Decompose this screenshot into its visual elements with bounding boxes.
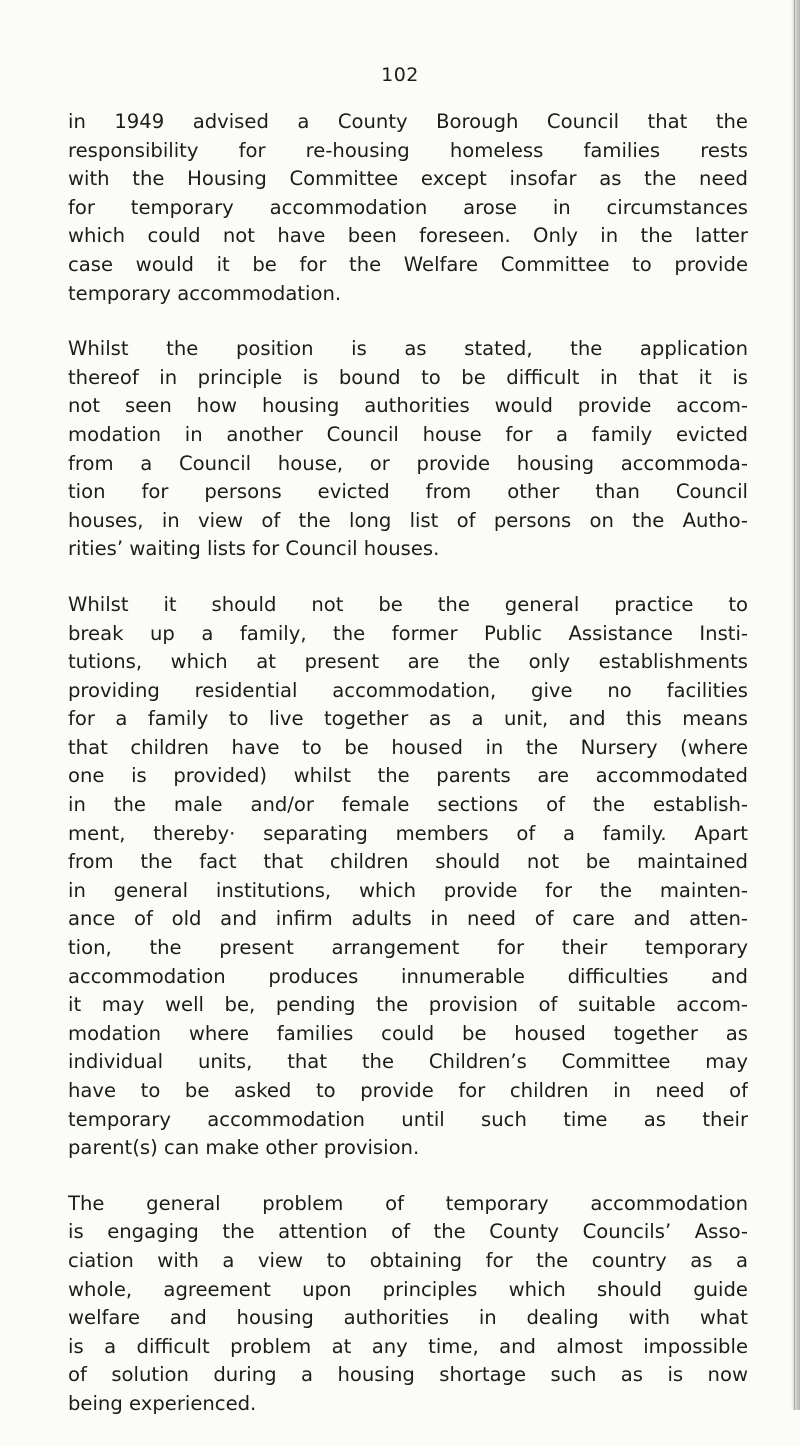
page-edge-shadow bbox=[791, 0, 800, 1410]
text-line: welfare and housing authorities in dealing with what bbox=[68, 1306, 748, 1330]
text-line: it may well be, pending the provision of suitable accom- bbox=[68, 993, 748, 1017]
page-edge-line bbox=[794, 0, 795, 1410]
text-line: for temporary accommodation arose in circumstances bbox=[68, 195, 748, 219]
text-line: tion for persons evicted from other than Council bbox=[68, 480, 748, 504]
text-line: providing residential accommodation, give no facilities bbox=[68, 678, 748, 702]
text-line: in 1949 advised a County Borough Council that the bbox=[68, 110, 748, 133]
text-line: case would it be for the Welfare Committee to provide bbox=[68, 252, 748, 276]
text-line: whole, agreement upon principles which should guide bbox=[68, 1277, 748, 1301]
page-number: 102 bbox=[381, 64, 419, 86]
text-line: is engaging the attention of the County Councils’ Asso- bbox=[68, 1220, 748, 1244]
text-line: temporary accommodation until such time as their bbox=[68, 1107, 748, 1131]
paragraph-application-difficulty bbox=[68, 335, 748, 564]
text-line: Whilst it should not be the general practice to bbox=[68, 592, 748, 616]
text-line: The general problem of temporary accommodation bbox=[68, 1191, 748, 1215]
text-line: modation where families could be housed together as bbox=[68, 1021, 748, 1045]
text-line: tion, the present arrangement for their temporary bbox=[68, 936, 748, 960]
body-text bbox=[68, 108, 748, 1446]
text-line: parent(s) can make other provision. bbox=[68, 1136, 420, 1160]
text-line: have to be asked to provide for children in need of bbox=[68, 1079, 748, 1102]
text-line: individual units, that the Children’s Committee may bbox=[68, 1050, 748, 1074]
text-line: from a Council house, or provide housing accommoda- bbox=[68, 451, 748, 475]
text-line: rities’ waiting lists for Council houses. bbox=[68, 537, 440, 561]
text-line: break up a family, the former Public Assistance Insti- bbox=[68, 621, 748, 645]
text-line: of solution during a housing shortage such as is now bbox=[68, 1363, 748, 1387]
paragraph-general-problem bbox=[68, 1190, 748, 1419]
text-line: with the Housing Committee except insofar as the need bbox=[68, 167, 748, 191]
text-line: being experienced. bbox=[68, 1391, 257, 1415]
text-line: thereof in principle is bound to be difficult in that it is bbox=[68, 365, 748, 389]
text-line: ciation with a view to obtaining for the country as a bbox=[68, 1248, 748, 1272]
text-line: which could not have been foreseen. Only in the latter bbox=[68, 224, 748, 248]
text-line: in the male and/or female sections of the establish- bbox=[68, 793, 748, 817]
paragraph-family-separation bbox=[68, 591, 748, 1163]
text-line: is a difficult problem at any time, and almost impossible bbox=[68, 1334, 748, 1358]
text-line: modation in another Council house for a family evicted bbox=[68, 422, 748, 446]
text-line: Whilst the position is as stated, the application bbox=[68, 337, 748, 361]
text-line: ment, thereby· separating members of a family. Apart bbox=[68, 821, 748, 845]
text-line: accommodation produces innumerable difficulties and bbox=[68, 964, 748, 988]
text-line: from the fact that children should not be maintained bbox=[68, 850, 748, 874]
text-line: for a family to live together as a unit, and this means bbox=[68, 707, 748, 731]
text-line: one is provided) whilst the parents are accommodated bbox=[68, 764, 748, 788]
paragraph-rehousing-responsibility bbox=[68, 108, 748, 308]
text-line: in general institutions, which provide for the mainten- bbox=[68, 878, 748, 902]
text-line: tutions, which at present are the only establishments bbox=[68, 650, 748, 674]
text-line: responsibility for re-housing homeless families rests bbox=[68, 138, 748, 162]
text-line: not seen how housing authorities would provide accom- bbox=[68, 394, 748, 418]
text-line: that children have to be housed in the Nursery (where bbox=[68, 735, 748, 759]
text-line: temporary accommodation. bbox=[68, 281, 342, 305]
text-line: ance of old and infirm adults in need of care and atten- bbox=[68, 907, 748, 931]
text-line: houses, in view of the long list of persons on the Autho- bbox=[68, 508, 748, 532]
